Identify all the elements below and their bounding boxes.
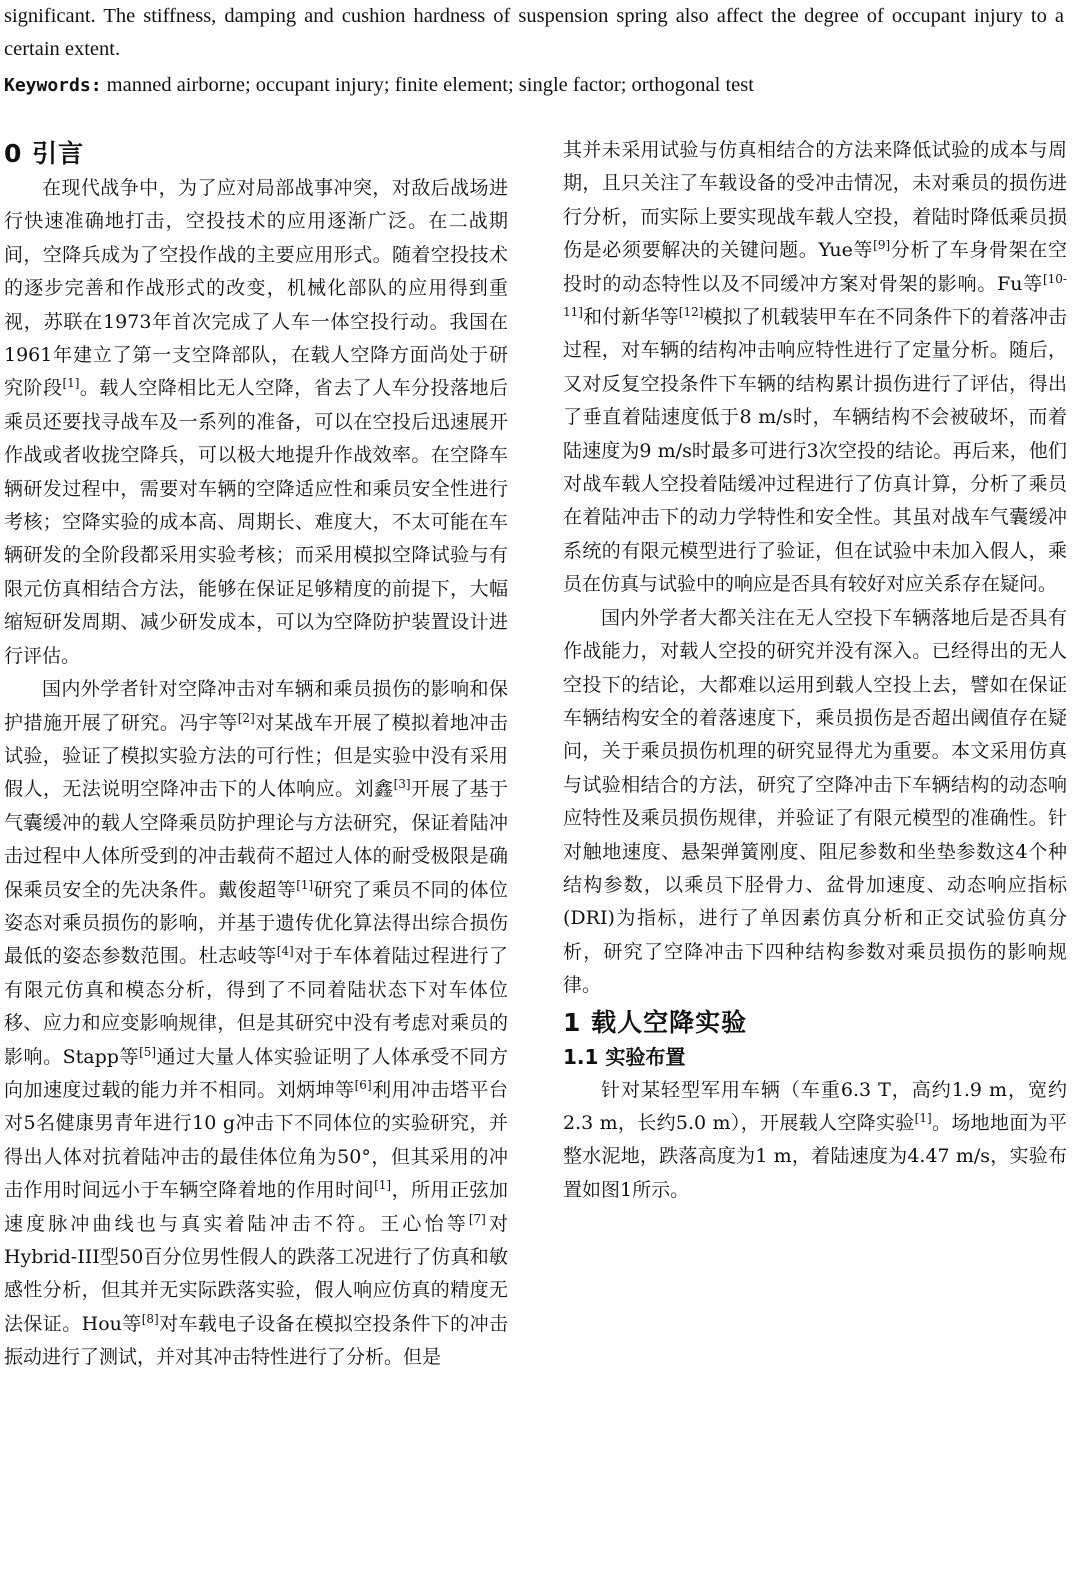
citation: [6]: [354, 1077, 372, 1092]
citation: [9]: [873, 238, 891, 253]
citation: [4]: [276, 944, 294, 959]
citation: [1]: [62, 376, 80, 391]
keywords-line: [4, 69, 1064, 102]
citation: [8]: [141, 1311, 159, 1326]
citation: [5]: [139, 1044, 157, 1059]
citation: [1]: [914, 1110, 932, 1125]
paragraph-experiment: 针对某轻型军用车辆（车重6.3 T，高约1.9 m，宽约2.3 m，长约5.0 m），开展载人空降实验[1]。场地地面为平整水泥地，跌落高度为1 m，着陆速度为4.47 m/s，实验布置如图1所示。: [563, 1078, 1067, 1201]
paragraph-intro-2-continued: 其并未采用试验与仿真相结合的方法来降低试验的成本与周期，且只关注了车载设备的受冲击情况，未对乘员的损伤进行分析，而实际上要实现战车载人空投，着陆时降低乘员损伤是必须要解决的关键问题。Yue等[9]分析了车身骨架在空投时的动态特性以及不同缓冲方案对骨架的影响。Fu等[10-11]和付新华等[12]模拟了机载装甲车在不同条件下的着落冲击过程，对车辆的结构冲击响应特性进行了定量分析。随后，又对反复空投条件下车辆的结构累计损伤进行了评估，得出了垂直着陆速度低于8 m/s时，车辆结构不会被破坏，而着陆速度为9 m/s时最多可进行3次空投的结论。再后来，他们对战车载人空投着陆缓冲过程进行了仿真计算，分析了乘员在着陆冲击下的动力学特性和安全性。其虽对战车气囊缓冲系统的有限元模型进行了验证，但在试验中未加入假人，乘员在仿真与试验中的响应是否具有较好对应关系存在疑问。: [563, 139, 1067, 596]
citation: [7]: [468, 1211, 486, 1226]
citation: [2]: [237, 710, 255, 725]
section-1-heading: 1 载人空降实验: [563, 1007, 748, 1037]
keywords-text: manned airborne; occupant injury; finite element; single factor; orthogonal test: [106, 74, 754, 96]
left-column: [4, 134, 508, 1375]
abstract-text: significant. The stiffness, damping and cushion hardness of suspension spring also affect the degree of occupant injury to a certain extent.: [4, 5, 1064, 60]
paragraph-intro-3: 国内外学者大都关注在无人空投下车辆落地后是否具有作战能力，对载人空投的研究并没有深入。已经得出的无人空投下的结论，大都难以运用到载人空投上去，譬如在保证车辆结构安全的着落速度下，乘员损伤是否超出阈值存在疑问，关于乘员损伤机理的研究显得尤为重要。本文采用仿真与试验相结合的方法，研究了空降冲击下车辆结构的动态响应特性及乘员损伤规律，并验证了有限元模型的准确性。针对触地速度、悬架弹簧刚度、阻尼参数和坐垫参数这4个种结构参数，以乘员下胫骨力、盆骨加速度、动态响应指标(DRI)为指标，进行了单因素仿真分析和正交试验仿真分析，研究了空降冲击下四种结构参数对乘员损伤的影响规律。: [563, 606, 1067, 997]
citation: [10-11]: [563, 271, 1067, 320]
p1-part-b: 。载人空降相比无人空降，省去了人车分投落地后乘员还要找寻战车及一系列的准备，可以在空投后迅速展开作战或者收拢空降兵，可以极大地提升作战效率。在空降车辆研发过程中，需要对车辆的空降适应性和乘员安全性进行考核；空降实验的成本高、周期长、难度大，不太可能在车辆研发的全阶段都采用实验考核；而采用模拟空降试验与有限元仿真相结合方法，能够在保证足够精度的前提下，大幅缩短研发周期、减少研发成本，可以为空降防护装置设计进行评估。: [4, 377, 508, 667]
subsection-1-1-heading: 1.1 实验布置: [563, 1044, 686, 1069]
keywords-label: Keywords:: [4, 75, 102, 96]
paragraph-intro-1: [4, 172, 508, 673]
abstract-continuation: [4, 0, 1064, 102]
section-0-heading: 0 引言: [4, 139, 85, 168]
citation: [1]: [374, 1178, 392, 1193]
p1-part-a: 在现代战争中，为了应对局部战事冲突，对敌后战场进行快速准确地打击，空投技术的应用逐渐广泛。在二战期间，空降兵成为了空投作战的主要应用形式。随着空投技术的逐步完善和作战形式的改变，机械化部队的应用得到重视，苏联在1973年首次完成了人车一体空投行动。我国在1961年建立了第一支空降部队，在载人空降方面尚处于研究阶段: [4, 177, 508, 400]
citation: [3]: [393, 777, 411, 792]
paragraph-intro-2: 国内外学者针对空降冲击对车辆和乘员损伤的影响和保护措施开展了研究。冯宇等[2]对某战车开展了模拟着地冲击试验，验证了模拟实验方法的可行性；但是实验中没有采用假人，无法说明空降冲击下的人体响应。刘鑫[3]开展了基于气囊缓冲的载人空降乘员防护理论与方法研究，保证着陆冲击过程中人体所受到的冲击载荷不超过人体的耐受极限是确保乘员安全的先决条件。戴俊超等[1]研究了乘员不同的体位姿态对乘员损伤的影响，并基于遗传优化算法得出综合损伤最低的姿态参数范围。杜志岐等[4]对于车体着陆过程进行了有限元仿真和模态分析，得到了不同着陆状态下对车体位移、应力和应变影响规律，但是其研究中没有考虑对乘员的影响。Stapp等[5]通过大量人体实验证明了人体承受不同方向加速度过载的能力并不相同。刘炳坤等[6]利用冲击塔平台对5名健康男青年进行10 g冲击下不同体位的实验研究，并得出人体对抗着陆冲击的最佳体位角为50°，但其采用的冲击作用时间远小于车辆空降着地的作用时间[1]，所用正弦加速度脉冲曲线也与真实着陆冲击不符。王心怡等[7]对Hybrid-III型50百分位男性假人的跌落工况进行了仿真和敏感性分析，但其并无实际跌落实验，假人响应仿真的精度无法保证。Hou等[8]对车载电子设备在模拟空投条件下的冲击振动进行了测试，并对其冲击特性进行了分析。但是: [4, 678, 508, 1369]
citation: [12]: [678, 305, 704, 320]
citation: [1]: [296, 877, 314, 892]
right-column: [563, 134, 1067, 1207]
